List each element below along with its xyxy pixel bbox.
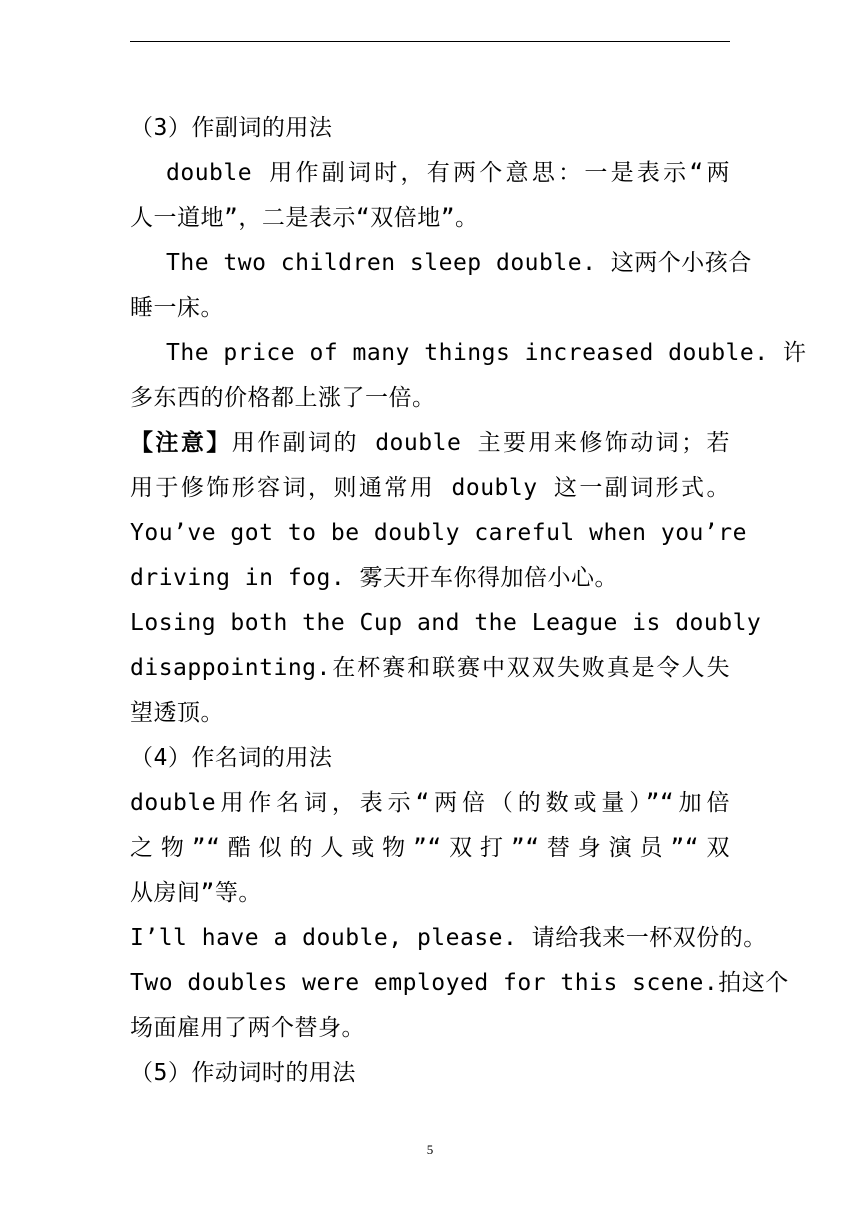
- example-line: 望透顶。: [130, 700, 224, 726]
- example-line: You’ve got to be doubly careful when you’re: [130, 520, 747, 546]
- note-line: 用于修饰形容词，则通常用 doubly 这一副词形式。: [130, 475, 730, 501]
- example-line: 多东西的价格都上涨了一倍。: [130, 385, 436, 411]
- section-heading-noun: （4）作名词的用法: [130, 745, 333, 771]
- paragraph-line: 从房间”等。: [130, 880, 262, 906]
- example-line: The two children sleep double. 这两个小孩合: [166, 250, 752, 276]
- example-line: driving in fog. 雾天开车你得加倍小心。: [130, 565, 619, 591]
- paragraph-line: 人一道地”，二是表示“双倍地”。: [130, 205, 479, 231]
- section-heading-verb: （5）作动词时的用法: [130, 1060, 356, 1086]
- header-rule: [130, 41, 730, 42]
- example-line: disappointing.在杯赛和联赛中双双失败真是令人失: [130, 655, 730, 681]
- example-line: Losing both the Cup and the League is doubly: [130, 610, 762, 636]
- note-text: 用作副词的 double 主要用来修饰动词；若: [231, 430, 731, 456]
- paragraph-line: 之物”“酷似的人或物”“双打”“替身演员”“双: [130, 835, 730, 861]
- example-line: 睡一床。: [130, 295, 224, 321]
- example-line: 场面雇用了两个替身。: [130, 1015, 365, 1041]
- example-line: The price of many things increased double. 许: [166, 340, 807, 366]
- page-number: 5: [426, 1142, 434, 1157]
- section-heading-adverb: （3）作副词的用法: [130, 115, 333, 141]
- example-line: Two doubles were employed for this scene.拍这个: [130, 970, 789, 996]
- note-label: 【注意】: [130, 430, 232, 456]
- paragraph-line: double用作名词，表示“两倍（的数或量）”“加倍: [130, 790, 730, 816]
- example-line: I’ll have a double, please. 请给我来一杯双份的。: [130, 925, 767, 951]
- paragraph-line: double 用作副词时，有两个意思：一是表示“两: [166, 160, 730, 186]
- note-line: [130, 428, 730, 458]
